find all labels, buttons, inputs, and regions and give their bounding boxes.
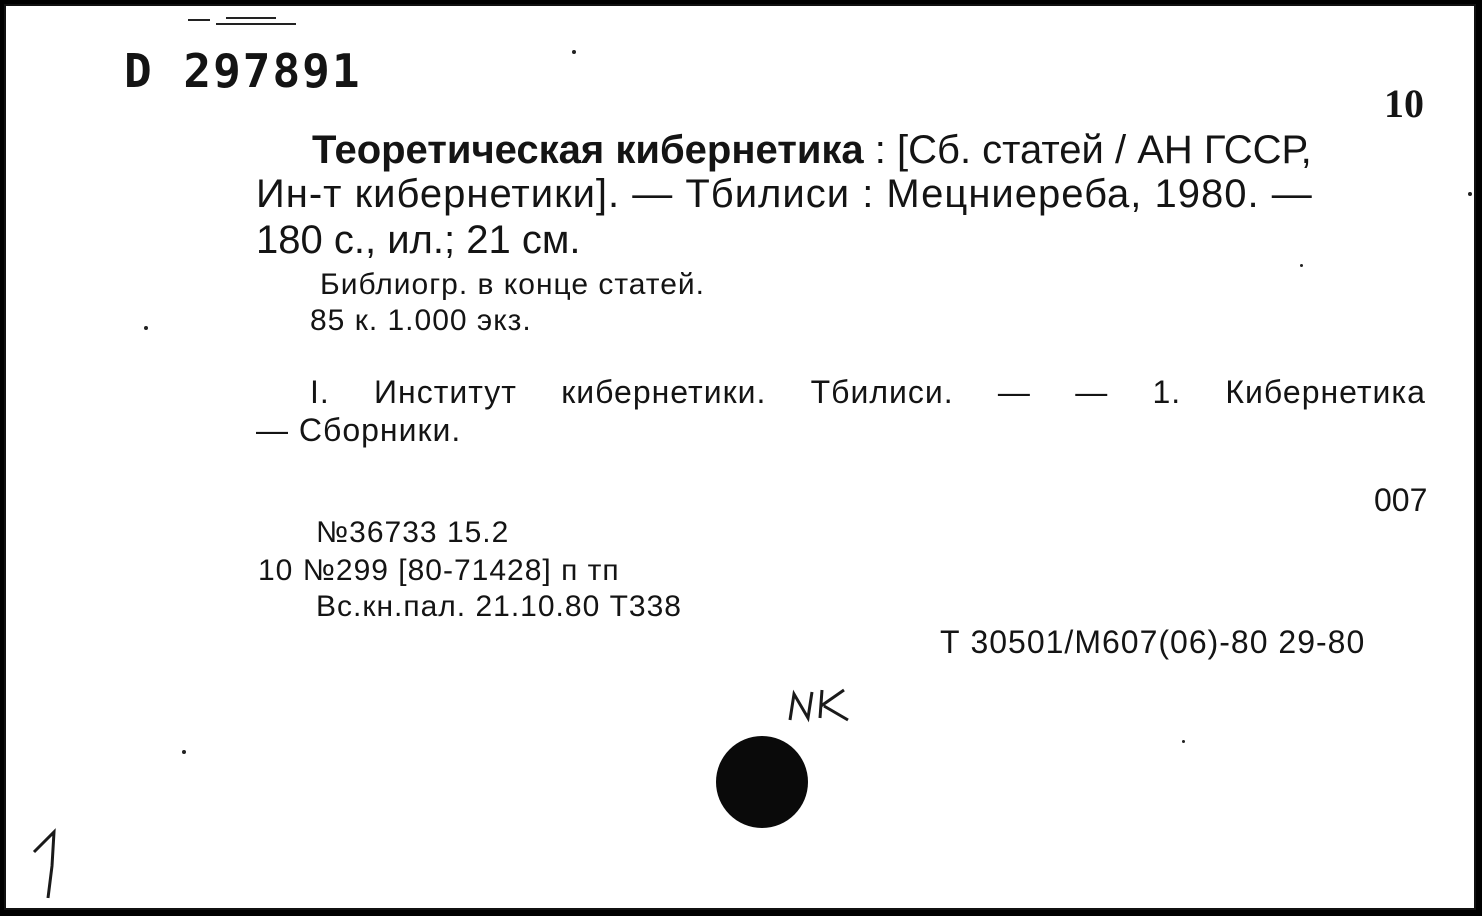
- inventory-line-3: Вс.кн.пал. 21.10.80 Т338: [316, 590, 682, 623]
- title-line-1: [312, 130, 1312, 170]
- scan-speck: [1182, 740, 1185, 743]
- tracing-part: Институт: [374, 374, 517, 410]
- handwritten-initials: [784, 686, 856, 726]
- inventory-line-1: №36733 15.2: [316, 516, 510, 549]
- stamp-id: D 297891: [124, 44, 362, 98]
- tracings-line-1: [310, 376, 1426, 408]
- scan-speck: [1468, 192, 1472, 196]
- tracing-part: 1.: [1152, 374, 1182, 410]
- tracing-part: Кибернетика: [1225, 374, 1426, 410]
- handwritten-number: [26, 826, 70, 906]
- tracing-part: —: [997, 374, 1031, 410]
- punch-hole: [716, 736, 808, 828]
- scan-speck: [1300, 264, 1303, 267]
- book-title: Теоретическая кибернетика: [312, 128, 864, 172]
- scan-speck: [182, 750, 186, 754]
- tracings-line-2: — Сборники.: [256, 412, 462, 448]
- scan-artifact-marks: [186, 12, 306, 32]
- catalog-card: [4, 4, 1476, 910]
- tracing-part: I.: [310, 374, 330, 410]
- bibliography-note: Библиогр. в конце статей.: [320, 268, 705, 301]
- scan-speck: [572, 50, 576, 54]
- scan-speck: [144, 326, 148, 330]
- title-statement: : [Сб. статей / АН ГССР,: [863, 128, 1312, 172]
- code-007: 007: [1374, 482, 1428, 518]
- physical-description: 180 с., ил.; 21 см.: [256, 218, 581, 262]
- card-number: 10: [1384, 81, 1424, 126]
- inventory-line-2: 10 №299 [80-71428] п тп: [258, 554, 620, 587]
- tracing-part: —: [1075, 374, 1109, 410]
- classification-code: Т 30501/М607(06)-80 29-80: [940, 624, 1366, 660]
- tracing-part: кибернетики.: [561, 374, 767, 410]
- tracing-part: Тбилиси.: [810, 374, 954, 410]
- price-note: 85 к. 1.000 экз.: [310, 304, 532, 337]
- title-line-2: Ин-т кибернетики]. — Тбилиси : Мецниереба, 1980. —: [256, 172, 1313, 216]
